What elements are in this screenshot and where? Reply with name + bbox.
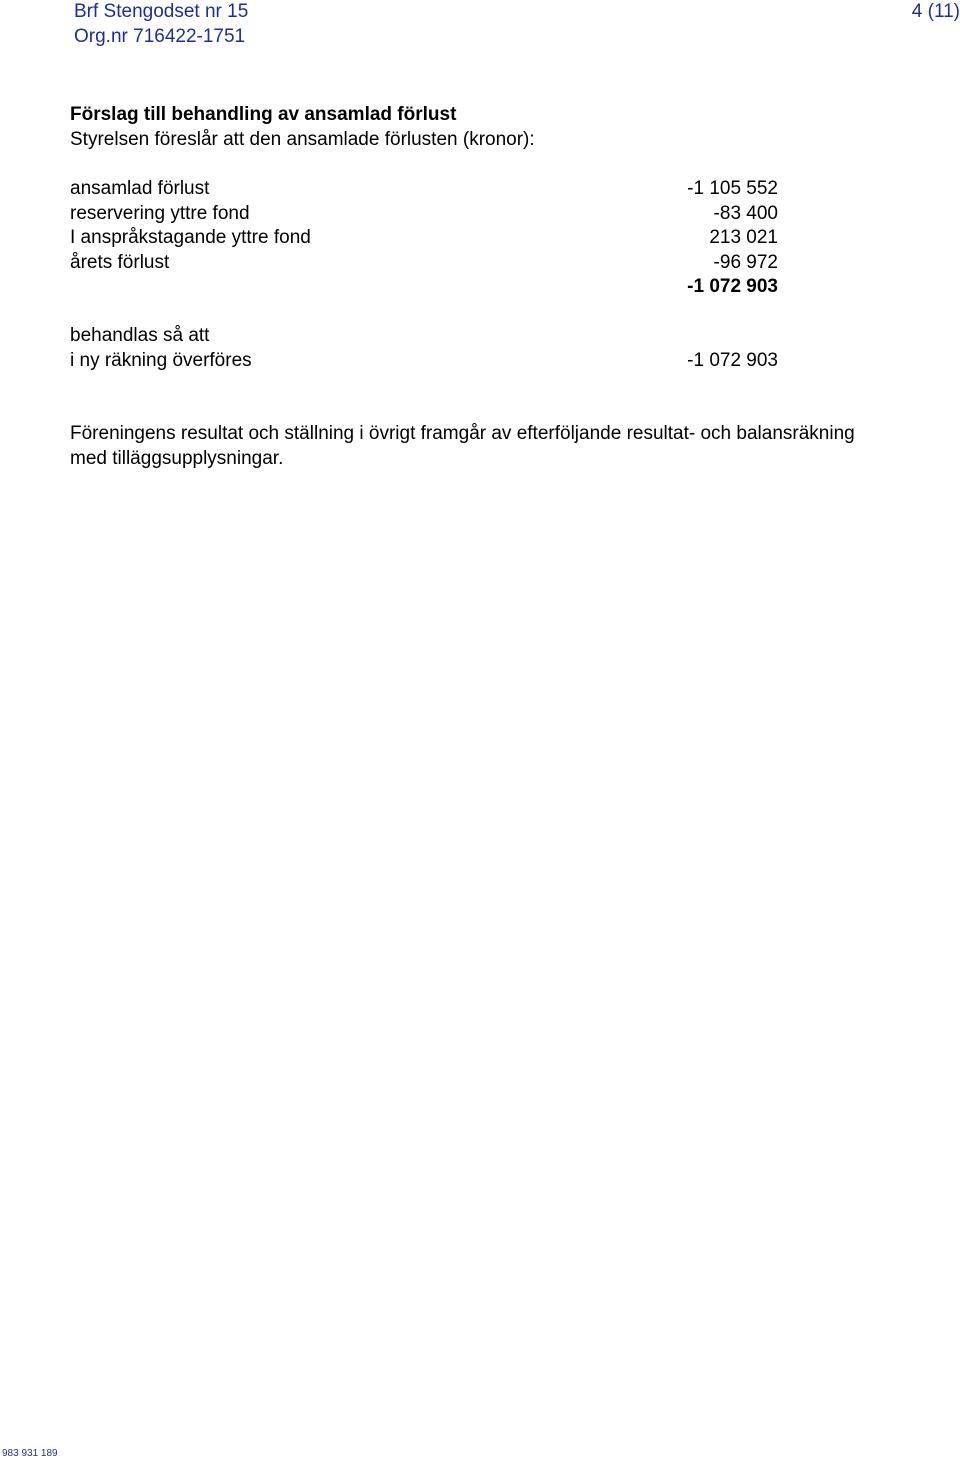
row-value-ianspraktagande: 213 021 (709, 227, 778, 248)
section-intro: Styrelsen föreslår att den ansamlade förlusten (kronor): (70, 129, 535, 150)
treatment-heading: behandlas så att (70, 325, 210, 346)
row-value-ansamlad-forlust: -1 105 552 (687, 178, 778, 199)
document-id: 983 931 189 (2, 1448, 58, 1459)
row-label-reservering: reservering yttre fond (70, 203, 250, 224)
row-value-arets-forlust: -96 972 (713, 252, 778, 273)
closing-line-2: med tilläggsupplysningar. (70, 448, 284, 469)
total-value: -1 072 903 (687, 276, 778, 297)
section-title: Förslag till behandling av ansamlad förlust (70, 104, 457, 125)
page-number: 4 (11) (911, 1, 960, 22)
row-value-reservering: -83 400 (713, 203, 778, 224)
row-label-arets-forlust: årets förlust (70, 252, 170, 273)
row-label-ianspraktagande: I anspråkstagande yttre fond (70, 227, 311, 248)
treatment-value: -1 072 903 (687, 350, 778, 371)
closing-line-1: Föreningens resultat och ställning i övrigt framgår av efterföljande resultat- och balansräkning (70, 423, 855, 444)
org-number: Org.nr 716422-1751 (74, 26, 246, 47)
row-label-ansamlad-forlust: ansamlad förlust (70, 178, 210, 199)
company-name: Brf Stengodset nr 15 (74, 1, 249, 22)
treatment-label: i ny räkning överföres (70, 350, 252, 371)
